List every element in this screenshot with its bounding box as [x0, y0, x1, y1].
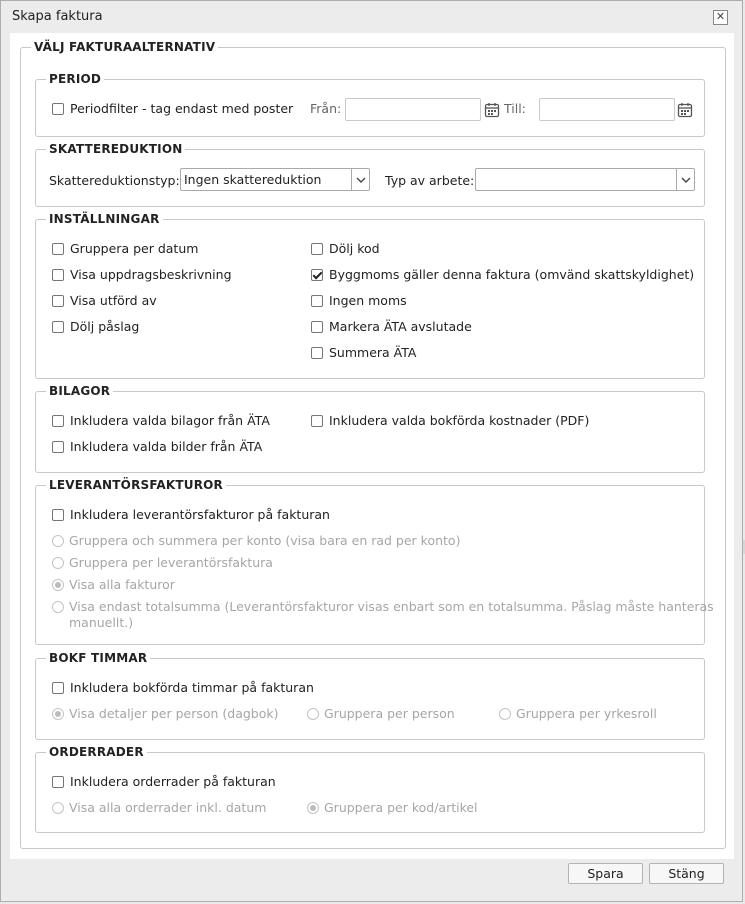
dialog-content: [10, 33, 734, 859]
group-per-code-label: Gruppera per kod/artikel: [324, 800, 478, 815]
include-booked-hours-option[interactable]: [52, 680, 314, 695]
group-per-supplier-invoice-option[interactable]: [52, 555, 273, 570]
tax-reduction-type-label: Skattereduktionstyp:: [49, 173, 180, 188]
show-performed-by-checkbox[interactable]: [52, 295, 64, 307]
reverse-charge-vat-option[interactable]: [311, 267, 694, 282]
show-performed-by-option[interactable]: [52, 293, 157, 308]
include-ata-attachments-checkbox[interactable]: [52, 415, 64, 427]
supplier-invoices-legend: LEVERANTÖRSFAKTUROR: [46, 478, 226, 492]
settings-legend: INSTÄLLNINGAR: [46, 212, 163, 226]
hide-markup-checkbox[interactable]: [52, 321, 64, 333]
include-ata-images-label: Inkludera valda bilder från ÄTA: [70, 439, 263, 454]
no-vat-option[interactable]: [311, 293, 407, 308]
include-booked-costs-label: Inkludera valda bokförda kostnader (PDF): [329, 413, 590, 428]
group-per-role-radio[interactable]: [499, 708, 511, 720]
sum-ata-label: Summera ÄTA: [329, 345, 417, 360]
include-supplier-invoices-option[interactable]: [52, 507, 330, 522]
all-order-rows-with-date-label: Visa alla orderrader inkl. datum: [69, 800, 267, 815]
mark-ata-completed-label: Markera ÄTA avslutade: [329, 319, 472, 334]
work-type-select[interactable]: [475, 168, 695, 191]
include-ata-attachments-option[interactable]: [52, 413, 270, 428]
tax-reduction-type-value: Ingen skattereduktion: [184, 172, 322, 187]
attachments-fieldset: [35, 391, 705, 473]
group-per-code-option[interactable]: [307, 800, 478, 815]
mark-ata-completed-option[interactable]: [311, 319, 472, 334]
group-per-role-label: Gruppera per yrkesroll: [516, 706, 657, 721]
mark-ata-completed-checkbox[interactable]: [311, 321, 323, 333]
show-performed-by-label: Visa utförd av: [70, 293, 157, 308]
details-per-person-radio[interactable]: [52, 708, 64, 720]
reverse-charge-vat-checkbox[interactable]: [311, 269, 323, 281]
from-date-input[interactable]: [345, 98, 481, 121]
period-legend: PERIOD: [46, 72, 104, 86]
include-supplier-invoices-label: Inkludera leverantörsfakturor på fakturan: [70, 507, 330, 522]
booked-hours-legend: BOKF TIMMAR: [46, 651, 150, 665]
period-filter-label: Periodfilter - tag endast med poster: [70, 101, 294, 116]
details-per-person-label: Visa detaljer per person (dagbok): [69, 706, 279, 721]
order-rows-fieldset: [35, 752, 705, 833]
attachments-legend: BILAGOR: [46, 384, 113, 398]
period-filter-checkbox[interactable]: [52, 103, 64, 115]
from-label: Från:: [310, 101, 342, 116]
chevron-down-icon: [676, 169, 694, 190]
tax-reduction-legend: SKATTEREDUKTION: [46, 142, 185, 156]
from-calendar-icon[interactable]: [484, 102, 500, 118]
close-icon[interactable]: ✕: [713, 10, 728, 25]
show-total-only-label-line1: Visa endast totalsumma (Leverantörsfakturor visas enbart som en totalsumma. Påslag måste hanteras: [69, 599, 714, 614]
include-ata-images-option[interactable]: [52, 439, 262, 454]
chevron-down-icon: [351, 169, 369, 190]
group-per-role-option[interactable]: [499, 706, 657, 721]
show-all-invoices-radio[interactable]: [52, 579, 64, 591]
work-type-label: Typ av arbete:: [385, 173, 475, 188]
include-order-rows-checkbox[interactable]: [52, 776, 64, 788]
sum-ata-option[interactable]: [311, 345, 416, 360]
period-filter-option[interactable]: [52, 101, 293, 116]
hide-code-label: Dölj kod: [329, 241, 380, 256]
group-sum-per-account-option[interactable]: [52, 533, 460, 548]
all-order-rows-with-date-radio[interactable]: [52, 802, 64, 814]
group-sum-per-account-label: Gruppera och summera per konto (visa bara en rad per konto): [69, 533, 461, 548]
show-total-only-radio[interactable]: [52, 601, 64, 613]
order-rows-legend: ORDERRADER: [46, 745, 147, 759]
booked-hours-fieldset: [35, 658, 705, 740]
group-per-code-radio[interactable]: [307, 802, 319, 814]
group-per-date-checkbox[interactable]: [52, 243, 64, 255]
group-per-person-option[interactable]: [307, 706, 455, 721]
save-button[interactable]: Spara: [568, 863, 643, 884]
dialog-title: Skapa faktura: [12, 9, 103, 24]
all-order-rows-with-date-option[interactable]: [52, 800, 266, 815]
include-order-rows-label: Inkludera orderrader på fakturan: [70, 774, 276, 789]
include-booked-hours-label: Inkludera bokförda timmar på fakturan: [70, 680, 314, 695]
no-vat-label: Ingen moms: [329, 293, 407, 308]
include-booked-costs-checkbox[interactable]: [311, 415, 323, 427]
no-vat-checkbox[interactable]: [311, 295, 323, 307]
include-ata-attachments-label: Inkludera valda bilagor från ÄTA: [70, 413, 270, 428]
tax-reduction-type-select[interactable]: [180, 168, 370, 191]
hide-code-checkbox[interactable]: [311, 243, 323, 255]
reverse-charge-vat-label: Byggmoms gäller denna faktura (omvänd skattskyldighet): [329, 267, 695, 282]
include-booked-costs-option[interactable]: [311, 413, 589, 428]
sum-ata-checkbox[interactable]: [311, 347, 323, 359]
close-button[interactable]: Stäng: [649, 863, 724, 884]
show-total-only-label-line2: manuellt.): [69, 615, 134, 630]
group-per-supplier-invoice-radio[interactable]: [52, 557, 64, 569]
include-ata-images-checkbox[interactable]: [52, 441, 64, 453]
group-per-person-label: Gruppera per person: [324, 706, 455, 721]
include-order-rows-option[interactable]: [52, 774, 276, 789]
hide-code-option[interactable]: [311, 241, 380, 256]
dialog-titlebar: [1, 1, 742, 33]
details-per-person-option[interactable]: [52, 706, 279, 721]
to-label: Till:: [504, 101, 526, 116]
group-per-person-radio[interactable]: [307, 708, 319, 720]
include-supplier-invoices-checkbox[interactable]: [52, 509, 64, 521]
invoice-options-legend: VÄLJ FAKTURAALTERNATIV: [31, 40, 218, 54]
group-per-date-option[interactable]: [52, 241, 198, 256]
show-all-invoices-option[interactable]: [52, 577, 175, 592]
group-per-date-label: Gruppera per datum: [70, 241, 199, 256]
show-assignment-description-option[interactable]: [52, 267, 232, 282]
to-calendar-icon[interactable]: [677, 102, 693, 118]
group-per-supplier-invoice-label: Gruppera per leverantörsfaktura: [69, 555, 273, 570]
group-sum-per-account-radio[interactable]: [52, 535, 64, 547]
hide-markup-label: Dölj påslag: [70, 319, 140, 334]
to-date-input[interactable]: [539, 98, 675, 121]
show-all-invoices-label: Visa alla fakturor: [69, 577, 175, 592]
show-total-only-option[interactable]: [52, 599, 714, 614]
include-booked-hours-checkbox[interactable]: [52, 682, 64, 694]
hide-markup-option[interactable]: [52, 319, 139, 334]
show-assignment-description-checkbox[interactable]: [52, 269, 64, 281]
show-assignment-description-label: Visa uppdragsbeskrivning: [70, 267, 232, 282]
